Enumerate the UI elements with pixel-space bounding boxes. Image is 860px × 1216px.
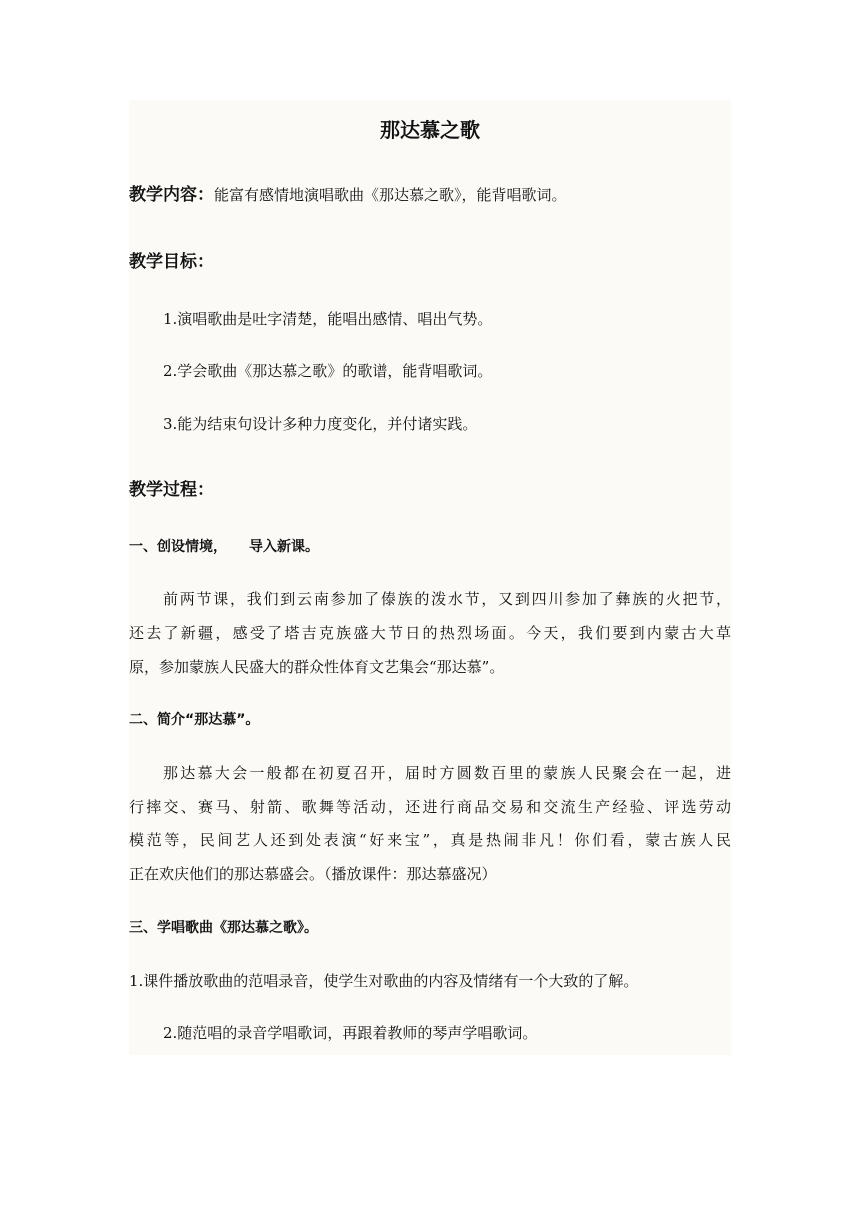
goal-item: 1.演唱歌曲是吐字清楚，能唱出感情、唱出气势。 <box>163 310 493 328</box>
paragraph-line: 行摔交、赛马、射箭、歌舞等活动，还进行商品交易和交流生产经验、评选劳动 <box>129 798 731 816</box>
section-heading-1 <box>129 536 319 556</box>
goal-item: 2.学会歌曲《那达慕之歌》的歌谱，能背唱歌词。 <box>163 362 493 380</box>
teaching-content-label: 教学内容： <box>129 185 214 205</box>
document-page <box>129 100 731 1055</box>
teaching-content-line <box>129 180 567 205</box>
teaching-goals-heading: 教学目标： <box>129 252 214 272</box>
paragraph-line: 模范等，民间艺人还到处表演“好来宝”，真是热闹非凡！你们看，蒙古族人民 <box>129 831 731 849</box>
paragraph-line: 原，参加蒙族人民盛大的群众性体育文艺集会“那达慕”。 <box>129 658 505 676</box>
section-heading-1-part-a: 一、创设情境， <box>129 539 227 555</box>
goal-item: 3.能为结束句设计多种力度变化，并付诸实践。 <box>163 415 478 433</box>
section-3-item: 1.课件播放歌曲的范唱录音，使学生对歌曲的内容及情绪有一个大致的了解。 <box>129 972 639 990</box>
teaching-process-heading: 教学过程： <box>129 480 214 500</box>
teaching-content-text: 能富有感情地演唱歌曲《那达慕之歌》，能背唱歌词。 <box>214 186 567 204</box>
paragraph-line: 还去了新疆，感受了塔吉克族盛大节日的热烈场面。今天，我们要到内蒙古大草 <box>129 624 731 642</box>
document-title: 那达慕之歌 <box>380 118 480 142</box>
paragraph-line: 正在欢庆他们的那达慕盛会。（播放课件：那达慕盛况） <box>129 865 497 883</box>
paragraph-line: 那达慕大会一般都在初夏召开，届时方圆数百里的蒙族人民聚会在一起，进 <box>163 764 731 782</box>
section-heading-2: 二、简介“那达慕”。 <box>129 712 260 728</box>
section-3-item: 2.随范唱的录音学唱歌词，再跟着教师的琴声学唱歌词。 <box>163 1024 538 1042</box>
paragraph-line: 前两节课，我们到云南参加了傣族的泼水节，又到四川参加了彝族的火把节， <box>163 590 731 608</box>
section-heading-3: 三、学唱歌曲《那达慕之歌》。 <box>129 920 318 936</box>
section-heading-1-part-b: 导入新课。 <box>249 539 319 555</box>
